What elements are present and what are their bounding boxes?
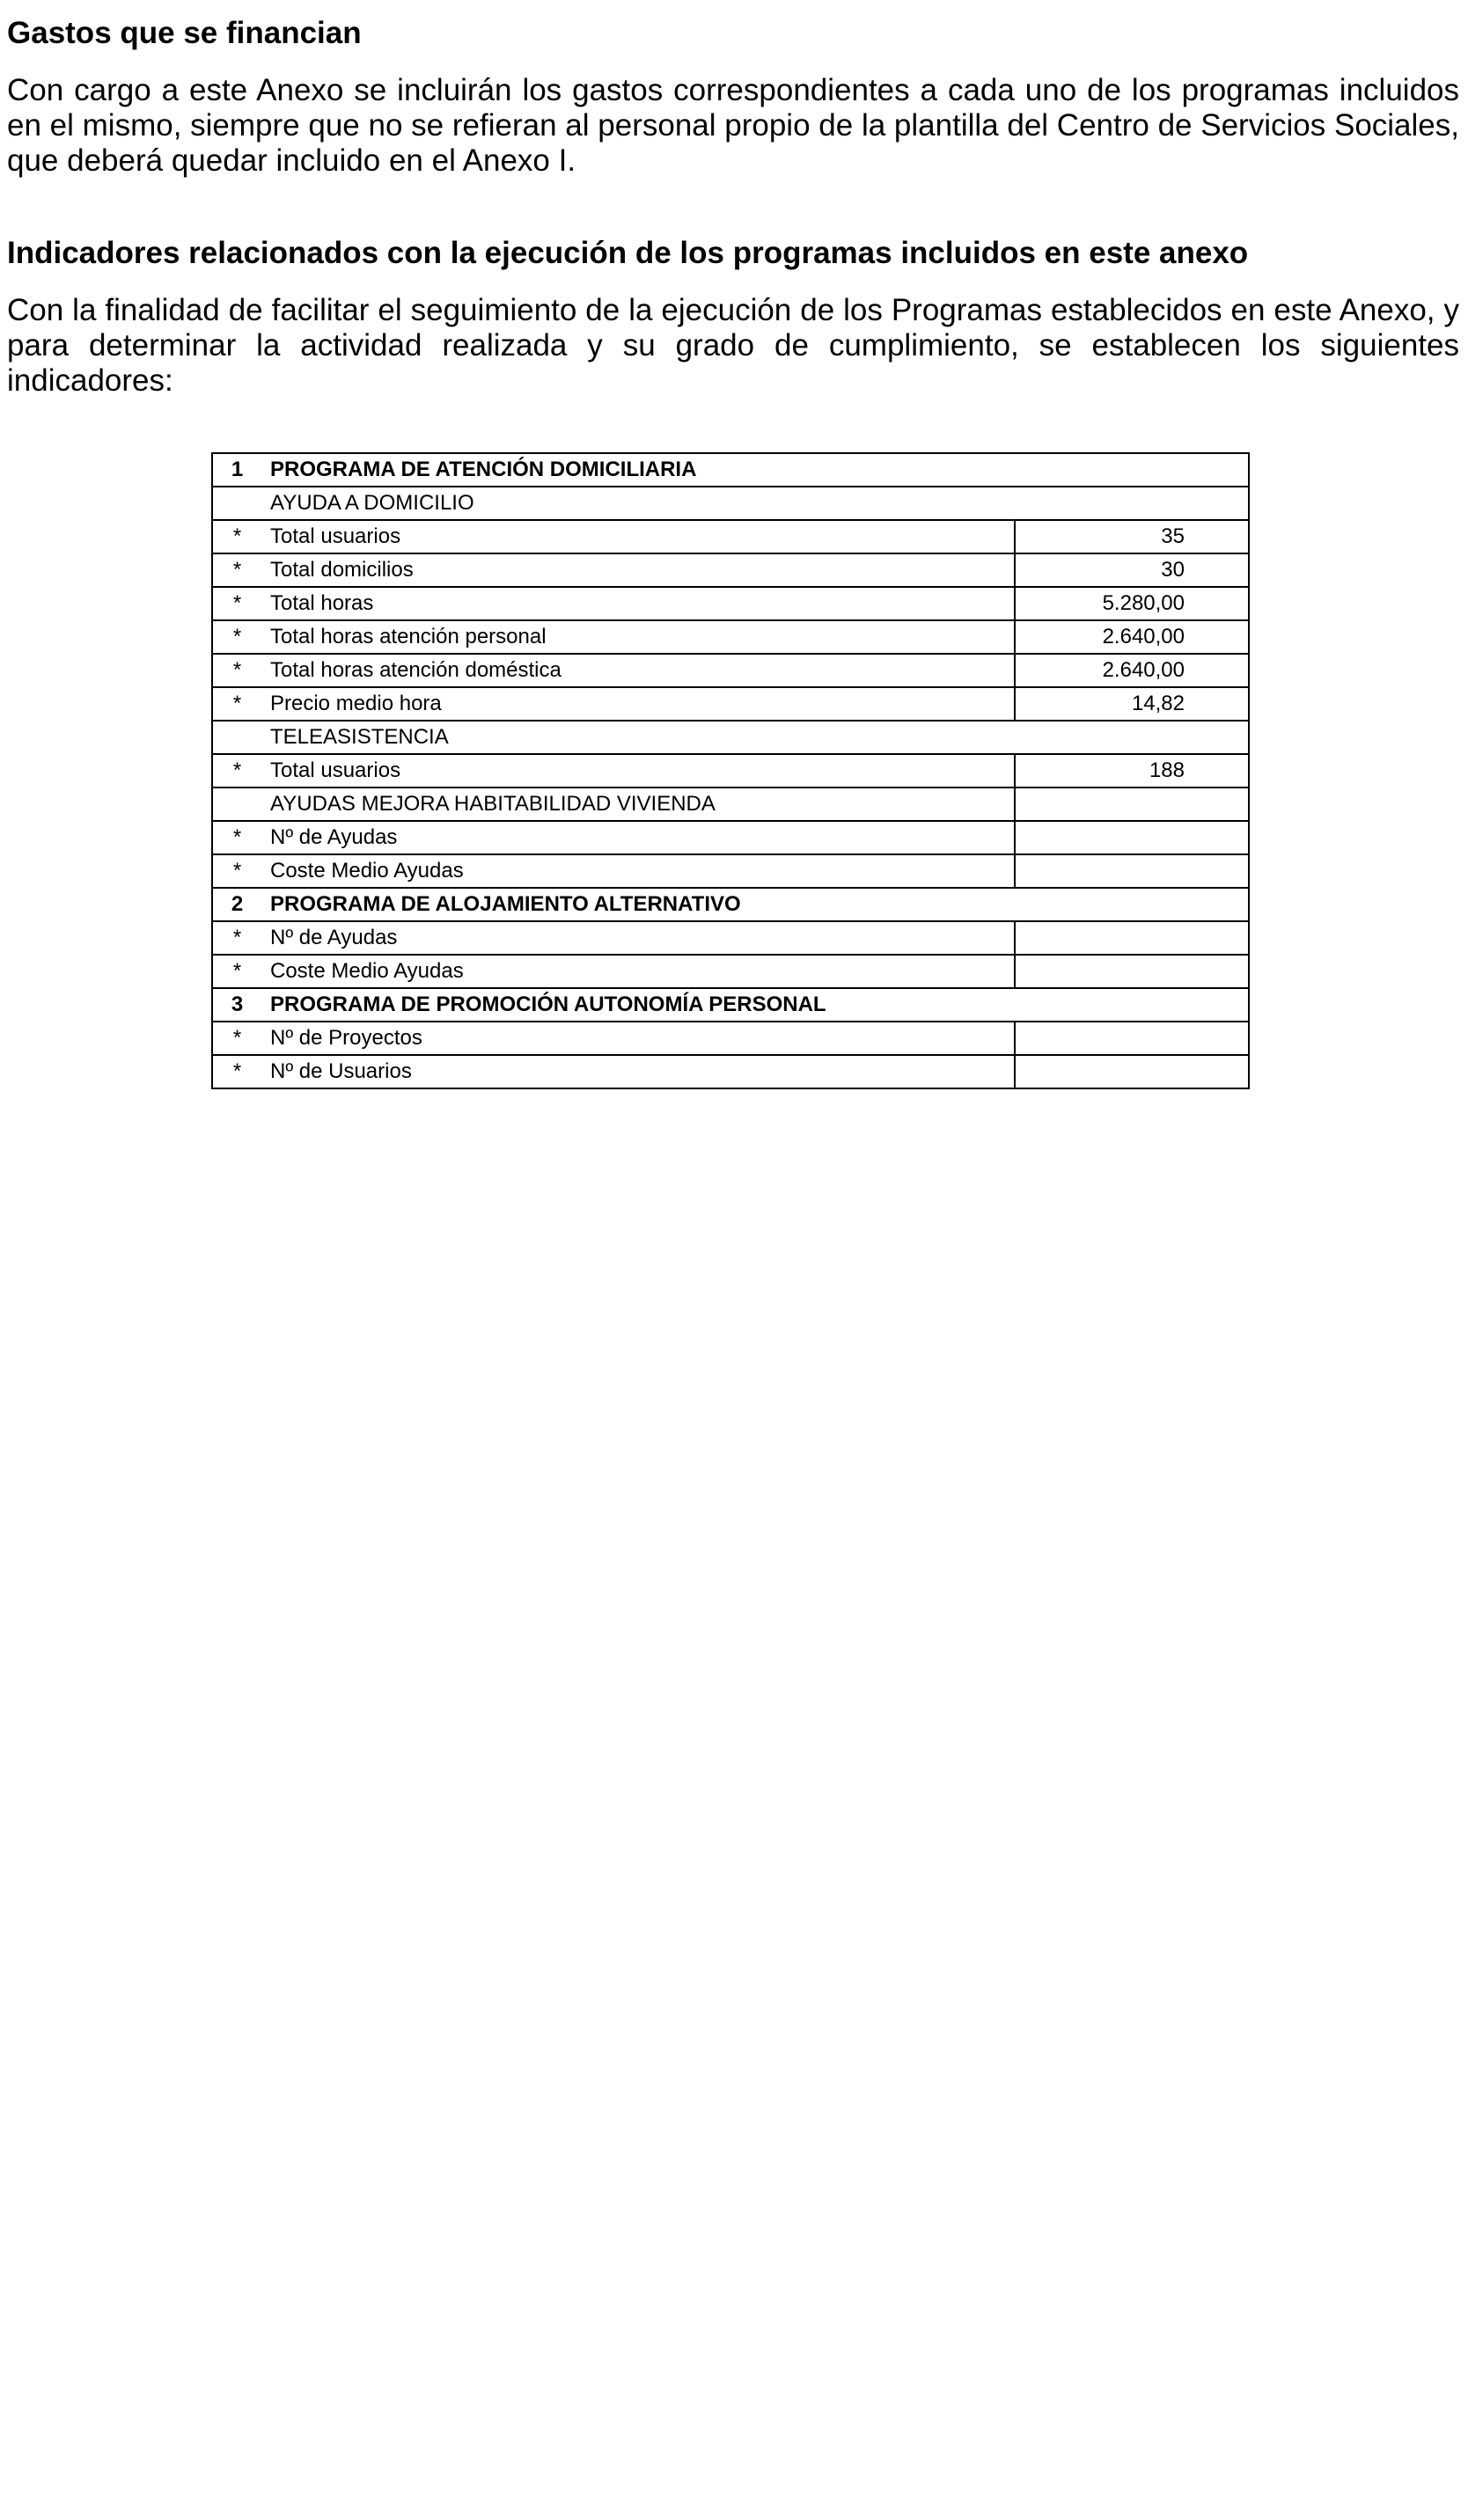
row-marker: *: [212, 1055, 261, 1088]
table-row: [212, 955, 1249, 988]
row-marker: *: [212, 587, 261, 620]
row-value: [1015, 788, 1249, 821]
row-marker: *: [212, 854, 261, 888]
section-heading-indicadores: Indicadores relacionados con la ejecución de los programas incluidos en este anexo: [7, 236, 1249, 270]
row-label: Total horas: [261, 587, 1015, 620]
row-label: Coste Medio Ayudas: [261, 854, 1015, 888]
row-marker: *: [212, 654, 261, 687]
row-label: AYUDA A DOMICILIO: [261, 487, 1249, 520]
row-marker: 3: [212, 988, 261, 1022]
row-marker: *: [212, 620, 261, 654]
table-row: [212, 587, 1249, 620]
table-row: [212, 520, 1249, 553]
row-marker: 2: [212, 888, 261, 921]
row-marker: [212, 721, 261, 754]
row-label: Precio medio hora: [261, 687, 1015, 721]
table-row: [212, 620, 1249, 654]
row-marker: 1: [212, 453, 261, 487]
row-label: Total horas atención doméstica: [261, 654, 1015, 687]
row-marker: *: [212, 687, 261, 721]
row-value: [1015, 955, 1249, 988]
table-section-row: [212, 453, 1249, 487]
row-value: 5.280,00: [1015, 587, 1249, 620]
row-label: Total usuarios: [261, 520, 1015, 553]
table-row: [212, 1055, 1249, 1088]
table-group-row: [212, 487, 1249, 520]
row-marker: *: [212, 921, 261, 955]
row-label: PROGRAMA DE ALOJAMIENTO ALTERNATIVO: [261, 888, 1249, 921]
row-value: [1015, 921, 1249, 955]
row-value: [1015, 1055, 1249, 1088]
table-row: [212, 1022, 1249, 1055]
row-label: Coste Medio Ayudas: [261, 955, 1015, 988]
row-label: Nº de Proyectos: [261, 1022, 1015, 1055]
table-row: [212, 754, 1249, 788]
row-marker: *: [212, 821, 261, 854]
row-value: 35: [1015, 520, 1249, 553]
table-row: [212, 553, 1249, 587]
row-value: 2.640,00: [1015, 620, 1249, 654]
row-label: Total usuarios: [261, 754, 1015, 788]
row-label: TELEASISTENCIA: [261, 721, 1249, 754]
section-paragraph-indicadores: Con la finalidad de facilitar el seguimiento de la ejecución de los Programas establecidos en este Anexo, y para determinar la actividad realizada y su grado de cumplimiento, se establecen los siguientes indicadores:: [7, 293, 1459, 398]
indicators-table-body: [212, 453, 1249, 1088]
row-marker: *: [212, 520, 261, 553]
section-paragraph-gastos: Con cargo a este Anexo se incluirán los gastos correspondientes a cada uno de los programas incluidos en el mismo, siempre que no se refieran al personal propio de la plantilla del Centro de Servicios Sociales, que deberá quedar incluido en el Anexo I.: [7, 73, 1459, 178]
table-row: [212, 788, 1249, 821]
row-marker: *: [212, 754, 261, 788]
row-label: Total horas atención personal: [261, 620, 1015, 654]
row-marker: *: [212, 1022, 261, 1055]
row-value: 30: [1015, 553, 1249, 587]
row-marker: *: [212, 553, 261, 587]
table-row: [212, 821, 1249, 854]
row-label: PROGRAMA DE ATENCIÓN DOMICILIARIA: [261, 453, 1249, 487]
row-value: 2.640,00: [1015, 654, 1249, 687]
table-row: [212, 687, 1249, 721]
row-value: [1015, 821, 1249, 854]
row-label: Nº de Usuarios: [261, 1055, 1015, 1088]
row-value: [1015, 854, 1249, 888]
row-label: PROGRAMA DE PROMOCIÓN AUTONOMÍA PERSONAL: [261, 988, 1249, 1022]
row-label: Nº de Ayudas: [261, 921, 1015, 955]
row-marker: [212, 788, 261, 821]
row-label: Nº de Ayudas: [261, 821, 1015, 854]
table-row: [212, 654, 1249, 687]
table-group-row: [212, 721, 1249, 754]
row-label: AYUDAS MEJORA HABITABILIDAD VIVIENDA: [261, 788, 1015, 821]
table-row: [212, 854, 1249, 888]
row-marker: *: [212, 955, 261, 988]
row-value: [1015, 1022, 1249, 1055]
table-section-row: [212, 988, 1249, 1022]
table-row: [212, 921, 1249, 955]
row-value: 14,82: [1015, 687, 1249, 721]
row-value: 188: [1015, 754, 1249, 788]
section-heading-gastos: Gastos que se financian: [7, 16, 362, 50]
indicators-table: [211, 452, 1250, 1089]
row-marker: [212, 487, 261, 520]
row-label: Total domicilios: [261, 553, 1015, 587]
table-section-row: [212, 888, 1249, 921]
